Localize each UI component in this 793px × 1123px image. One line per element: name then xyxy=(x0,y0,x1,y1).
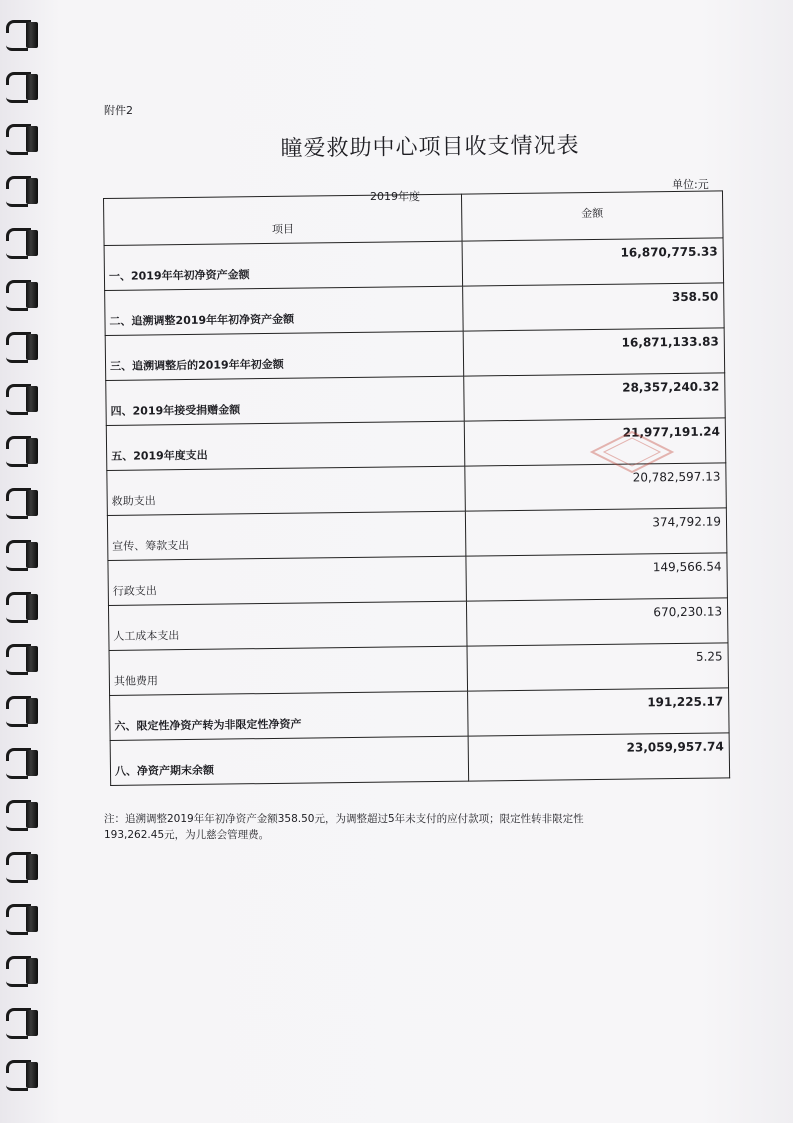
row-label: 六、限定性净资产转为非限定性净资产 xyxy=(114,717,302,733)
binding-ring xyxy=(2,174,42,208)
row-value-cell xyxy=(463,283,725,331)
attachment-label: 附件2 xyxy=(104,104,133,117)
binding-ring xyxy=(2,18,42,52)
row-label: 八、净资产期末余额 xyxy=(114,763,215,778)
row-label-cell xyxy=(106,421,465,470)
row-label-cell xyxy=(107,511,466,560)
binding-ring xyxy=(2,746,42,780)
table-row xyxy=(104,238,724,291)
row-label: 宣传、筹款支出 xyxy=(112,538,190,553)
row-label-cell xyxy=(107,466,466,515)
row-label-cell xyxy=(105,286,464,335)
binding-ring xyxy=(2,902,42,936)
row-value-cell xyxy=(465,463,727,511)
row-value-cell xyxy=(468,733,730,781)
header-amount xyxy=(461,191,723,241)
row-label-cell xyxy=(110,691,469,740)
binding-ring xyxy=(2,694,42,728)
row-label: 人工成本支出 xyxy=(113,629,180,643)
row-value-cell xyxy=(466,553,728,601)
row-value: 149,566.54 xyxy=(652,559,722,575)
binding-ring xyxy=(2,486,42,520)
row-value-cell xyxy=(466,598,728,646)
binding-ring xyxy=(2,954,42,988)
table-row xyxy=(106,418,726,471)
row-label-cell xyxy=(110,736,469,785)
row-label: 其他费用 xyxy=(113,674,158,688)
row-value: 16,871,133.83 xyxy=(621,334,719,350)
row-value-cell xyxy=(464,418,726,466)
table-header-row xyxy=(104,191,724,246)
table-row xyxy=(110,688,730,741)
header-item xyxy=(104,194,463,245)
income-expense-table xyxy=(103,190,730,786)
row-value: 374,792.19 xyxy=(652,514,722,530)
binding-ring xyxy=(2,1006,42,1040)
binding-ring xyxy=(2,434,42,468)
row-value-cell xyxy=(465,508,727,556)
table-row xyxy=(108,553,728,606)
binding-ring xyxy=(2,278,42,312)
binding-ring xyxy=(2,798,42,832)
footnote-line-2: 193,262.45元，为儿慈会管理费。 xyxy=(104,829,270,841)
table-row xyxy=(106,373,726,426)
row-label: 二、追溯调整2019年年初净资产金额 xyxy=(109,312,295,328)
table-row xyxy=(108,598,728,651)
row-value: 28,357,240.32 xyxy=(622,379,720,395)
row-label: 行政支出 xyxy=(112,584,157,598)
row-value: 21,977,191.24 xyxy=(622,424,720,440)
table-row xyxy=(107,508,727,561)
year-label: 2019年度 xyxy=(370,190,420,203)
row-value-cell xyxy=(463,328,725,376)
table-row xyxy=(105,283,725,336)
row-value: 191,225.17 xyxy=(647,694,724,710)
row-label-cell xyxy=(105,331,464,380)
row-label: 三、追溯调整后的2019年年初金额 xyxy=(109,357,284,373)
row-value-cell xyxy=(462,238,724,286)
row-label-cell xyxy=(104,241,463,290)
row-value: 5.25 xyxy=(695,649,723,664)
binding-ring xyxy=(2,382,42,416)
row-value: 23,059,957.74 xyxy=(626,739,724,755)
binding-ring xyxy=(2,538,42,572)
row-label: 一、2019年年初净资产金额 xyxy=(108,268,250,283)
binding-ring xyxy=(2,122,42,156)
row-label-cell xyxy=(106,376,465,425)
row-label: 四、2019年接受捐赠金额 xyxy=(110,403,241,418)
row-value: 20,782,597.13 xyxy=(632,469,721,485)
header-item-label: 项目 xyxy=(271,222,294,236)
table-row xyxy=(109,643,729,696)
row-value: 16,870,775.33 xyxy=(620,244,718,260)
row-value-cell xyxy=(468,688,730,736)
binding-ring xyxy=(2,642,42,676)
table-row xyxy=(107,463,727,516)
page-title: 瞳爱救助中心项目收支情况表 xyxy=(280,133,580,162)
binding-ring xyxy=(2,1058,42,1092)
binding-ring xyxy=(2,70,42,104)
footnote-line-1: 注：追溯调整2019年年初净资产金额358.50元，为调整超过5年未支付的应付款项；限定性转非限定性 xyxy=(104,813,584,825)
unit-label: 单位:元 xyxy=(672,178,709,191)
table-row xyxy=(110,733,730,786)
row-value: 358.50 xyxy=(671,289,719,305)
row-label: 五、2019年度支出 xyxy=(111,448,208,463)
row-label-cell xyxy=(108,601,467,650)
binding-ring xyxy=(2,226,42,260)
spiral-binding xyxy=(0,0,52,1123)
table-row xyxy=(105,328,725,381)
row-label: 救助支出 xyxy=(111,494,156,508)
row-label-cell xyxy=(109,646,468,695)
footnote xyxy=(104,811,704,843)
row-value-cell xyxy=(467,643,729,691)
row-label-cell xyxy=(108,556,467,605)
header-amount-label: 金额 xyxy=(581,206,604,221)
row-value-cell xyxy=(464,373,726,421)
binding-ring xyxy=(2,330,42,364)
binding-ring xyxy=(2,590,42,624)
binding-ring xyxy=(2,850,42,884)
row-value: 670,230.13 xyxy=(653,604,723,620)
